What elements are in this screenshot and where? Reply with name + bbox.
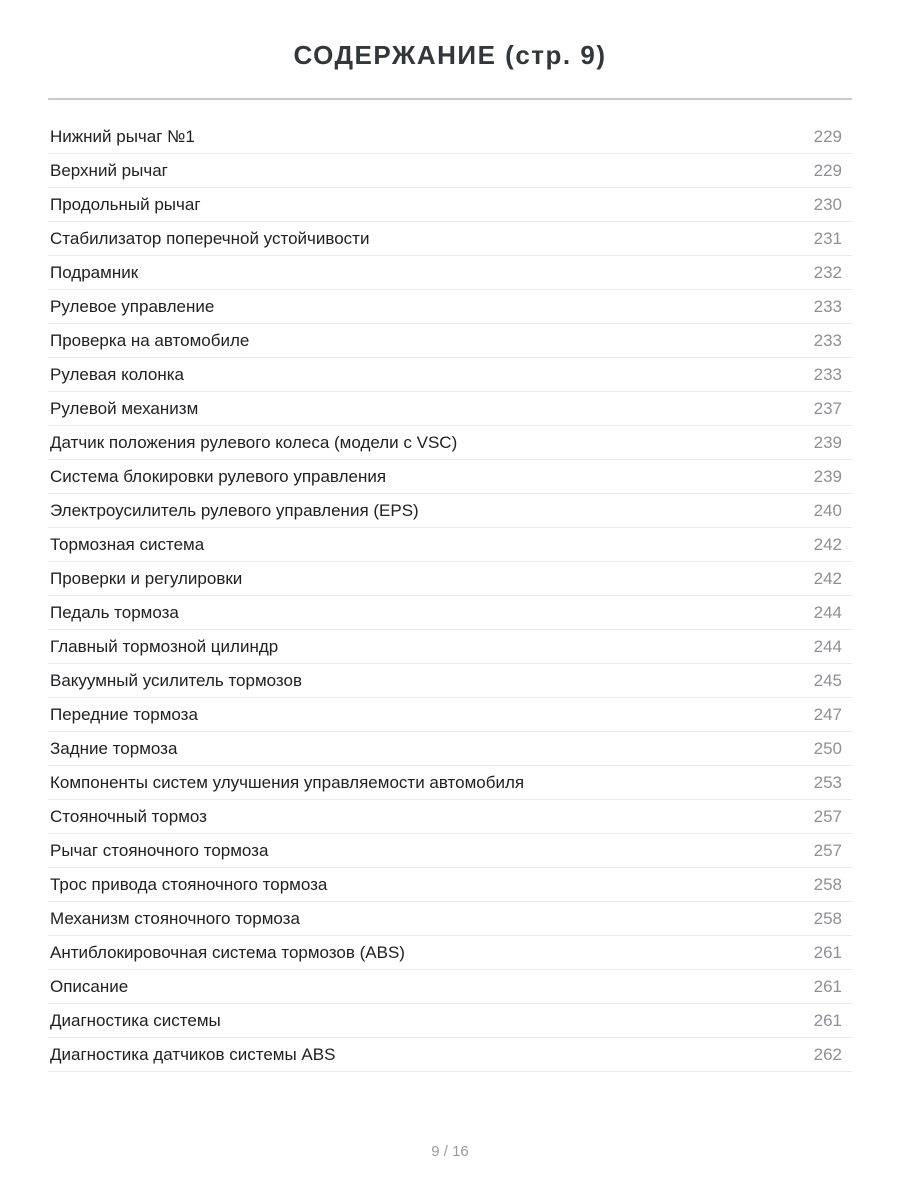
- toc-entry-label: Диагностика системы: [50, 1010, 221, 1030]
- toc-row: [48, 120, 852, 154]
- toc-row: [48, 290, 852, 324]
- toc-row: [48, 392, 852, 426]
- toc-row: [48, 766, 852, 800]
- toc-row: [48, 596, 852, 630]
- toc-entry-page: 244: [813, 602, 842, 622]
- toc-entry-label: Рычаг стояночного тормоза: [50, 840, 269, 860]
- toc-entry-label: Проверка на автомобиле: [50, 330, 250, 350]
- toc-entry-page: 239: [813, 432, 842, 452]
- toc-entry-label: Рулевая колонка: [50, 364, 184, 384]
- toc-entry-label: Передние тормоза: [50, 704, 198, 724]
- toc-row: [48, 800, 852, 834]
- toc-entry-label: Электроусилитель рулевого управления (EPS): [50, 500, 419, 520]
- toc-entry-label: Нижний рычаг №1: [50, 126, 195, 146]
- toc-entry-label: Стояночный тормоз: [50, 806, 207, 826]
- toc-entry-label: Механизм стояночного тормоза: [50, 908, 300, 928]
- toc-entry-label: Педаль тормоза: [50, 602, 179, 622]
- toc-entry-label: Задние тормоза: [50, 738, 178, 758]
- toc-row: [48, 970, 852, 1004]
- toc-list: [48, 120, 852, 1072]
- toc-row: [48, 494, 852, 528]
- toc-entry-label: Компоненты систем улучшения управляемости автомобиля: [50, 772, 525, 792]
- toc-entry-label: Рулевое управление: [50, 296, 215, 316]
- toc-entry-page: 229: [813, 160, 842, 180]
- toc-row: [48, 868, 852, 902]
- toc-row: [48, 1038, 852, 1072]
- toc-entry-page: 237: [813, 398, 842, 418]
- toc-entry-label: Система блокировки рулевого управления: [50, 466, 387, 486]
- toc-row: [48, 698, 852, 732]
- page-footer: [48, 1142, 852, 1162]
- toc-entry-label: Антиблокировочная система тормозов (ABS): [50, 942, 405, 962]
- toc-entry-label: Диагностика датчиков системы ABS: [50, 1044, 336, 1064]
- toc-entry-page: 261: [813, 1010, 842, 1030]
- toc-entry-label: Подрамник: [50, 262, 139, 282]
- toc-entry-label: Стабилизатор поперечной устойчивости: [50, 228, 370, 248]
- toc-entry-label: Вакуумный усилитель тормозов: [50, 670, 302, 690]
- toc-row: [48, 188, 852, 222]
- toc-entry-page: 231: [813, 228, 842, 248]
- toc-entry-label: Тормозная система: [50, 534, 205, 554]
- toc-entry-page: 239: [813, 466, 842, 486]
- toc-row: [48, 630, 852, 664]
- toc-entry-page: 247: [813, 704, 842, 724]
- toc-entry-page: 262: [813, 1044, 842, 1064]
- toc-entry-page: 229: [813, 126, 842, 146]
- toc-entry-label: Описание: [50, 976, 129, 996]
- toc-entry-page: 258: [813, 908, 842, 928]
- toc-row: [48, 562, 852, 596]
- header-divider: [48, 98, 852, 100]
- toc-entry-page: 261: [813, 942, 842, 962]
- toc-entry-page: 242: [813, 568, 842, 588]
- toc-entry-label: Датчик положения рулевого колеса (модели с VSC): [50, 432, 458, 452]
- toc-row: [48, 460, 852, 494]
- toc-row: [48, 528, 852, 562]
- toc-entry-label: Продольный рычаг: [50, 194, 201, 214]
- toc-entry-page: 258: [813, 874, 842, 894]
- toc-row: [48, 358, 852, 392]
- toc-entry-page: 242: [813, 534, 842, 554]
- toc-row: [48, 426, 852, 460]
- toc-entry-page: 257: [813, 840, 842, 860]
- page-indicator: 9 / 16: [431, 1143, 469, 1160]
- toc-entry-page: 250: [813, 738, 842, 758]
- toc-row: [48, 154, 852, 188]
- toc-entry-page: 230: [813, 194, 842, 214]
- toc-row: [48, 834, 852, 868]
- toc-entry-page: 233: [813, 330, 842, 350]
- toc-entry-page: 253: [813, 772, 842, 792]
- toc-row: [48, 936, 852, 970]
- toc-entry-page: 233: [813, 296, 842, 316]
- toc-entry-label: Главный тормозной цилиндр: [50, 636, 279, 656]
- toc-entry-page: 245: [813, 670, 842, 690]
- toc-row: [48, 256, 852, 290]
- toc-row: [48, 664, 852, 698]
- toc-row: [48, 902, 852, 936]
- toc-entry-page: 257: [813, 806, 842, 826]
- toc-row: [48, 732, 852, 766]
- toc-entry-page: 232: [813, 262, 842, 282]
- toc-row: [48, 1004, 852, 1038]
- toc-entry-page: 261: [813, 976, 842, 996]
- page-title: СОДЕРЖАНИЕ (стр. 9): [293, 40, 607, 70]
- toc-entry-page: 240: [813, 500, 842, 520]
- toc-entry-label: Проверки и регулировки: [50, 568, 243, 588]
- toc-entry-page: 244: [813, 636, 842, 656]
- toc-entry-label: Трос привода стояночного тормоза: [50, 874, 328, 894]
- toc-entry-page: 233: [813, 364, 842, 384]
- toc-entry-label: Рулевой механизм: [50, 398, 199, 418]
- toc-row: [48, 222, 852, 256]
- toc-entry-label: Верхний рычаг: [50, 160, 168, 180]
- toc-row: [48, 324, 852, 358]
